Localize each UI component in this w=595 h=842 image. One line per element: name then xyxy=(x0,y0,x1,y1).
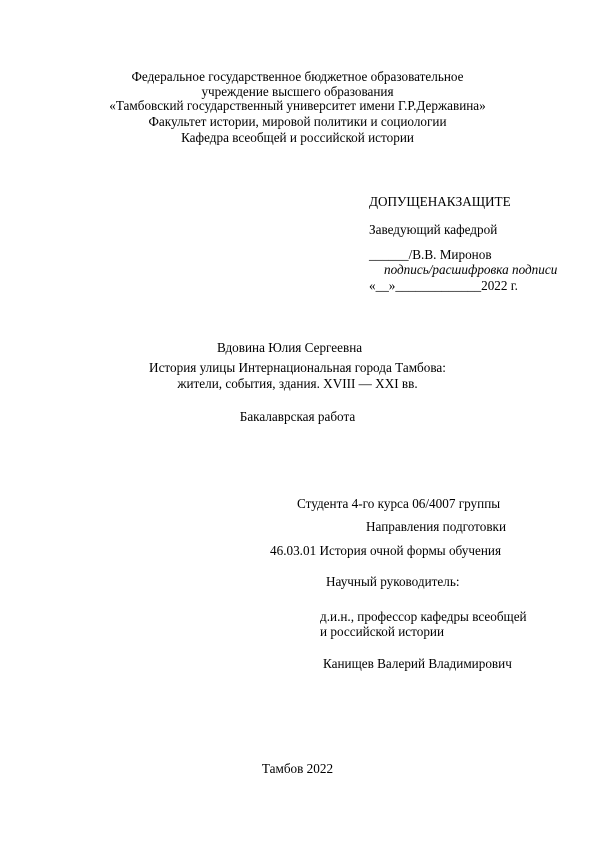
work-title-line1: История улицы Интернациональная города Тамбова: xyxy=(149,360,446,375)
ministry-line: Федеральное государственное бюджетное образовательное xyxy=(131,69,464,84)
work-type: Бакалаврская работа xyxy=(239,409,356,424)
direction-label: Направления подготовки xyxy=(366,519,507,534)
institution-type-line: учреждение высшего образования xyxy=(201,84,394,99)
department-name: Кафедра всеобщей и российской истории xyxy=(181,130,414,145)
work-title-line2: жители, события, здания. XVIII — XXI вв. xyxy=(177,376,418,391)
author-name: Вдовина Юлия Сергеевна xyxy=(217,340,363,355)
approval-signature: ______/В.В. Миронов xyxy=(369,247,492,262)
city-year: Тамбов 2022 xyxy=(261,761,334,776)
approval-title: ДОПУЩЕНАКЗАЩИТЕ xyxy=(369,194,511,209)
faculty-name: Факультет истории, мировой политики и социологии xyxy=(148,114,447,129)
supervisor-degree-line2: и российской истории xyxy=(320,624,445,639)
supervisor-label: Научный руководитель: xyxy=(326,574,460,589)
supervisor-name: Канищев Валерий Владимирович xyxy=(323,656,512,671)
signature-caption: подпись/расшифровка подписи xyxy=(384,262,558,277)
direction-value: 46.03.01 История очной формы обучения xyxy=(270,543,502,558)
student-course: Студента 4-го курса 06/4007 группы xyxy=(297,496,501,511)
approval-date: «__»_____________2022 г. xyxy=(369,278,518,293)
approval-position: Заведующий кафедрой xyxy=(369,222,498,237)
supervisor-degree-line1: д.и.н., профессор кафедры всеобщей xyxy=(320,609,527,624)
university-name: «Тамбовский государственный университет имени Г.Р.Державина» xyxy=(109,98,486,113)
